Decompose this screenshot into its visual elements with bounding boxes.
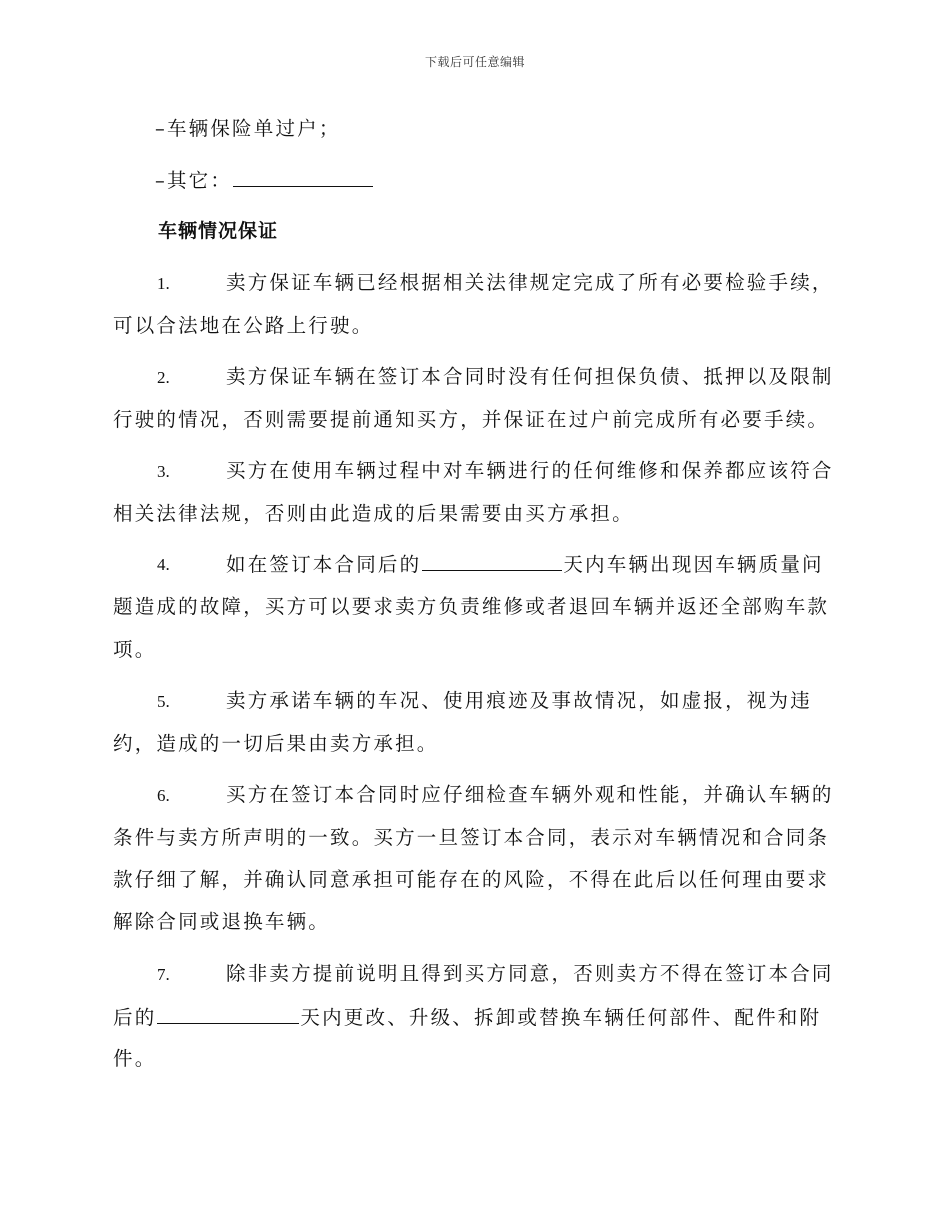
- fill-in-blank-days[interactable]: [422, 550, 562, 571]
- section-title: 车辆情况保证: [158, 220, 279, 242]
- clause-text: [226, 550, 824, 579]
- clause-text: 约，造成的一切后果由卖方承担。: [113, 732, 439, 755]
- clause-text: 相关法律法规，否则由此造成的后果需要由买方承担。: [113, 502, 634, 525]
- clause-text: 买方在签订本合同时应仔细检查车辆外观和性能，并确认车辆的: [226, 783, 834, 806]
- clause-text: [113, 1003, 821, 1032]
- fill-in-blank-days[interactable]: [157, 1003, 299, 1024]
- clause-text: 卖方保证车辆已经根据相关法律规定完成了所有必要检验手续，: [226, 271, 834, 294]
- clause-text: 买方在使用车辆过程中对车辆进行的任何维修和保养都应该符合: [226, 459, 834, 482]
- clause-text-segment: 天内更改、升级、拆卸或替换车辆任何部件、配件和附: [300, 1006, 822, 1029]
- clause-text: 可以合法地在公路上行驶。: [113, 314, 374, 337]
- clause-number: 4.: [157, 555, 170, 574]
- clause-text: 卖方承诺车辆的车况、使用痕迹及事故情况，如虚报，视为违: [226, 689, 812, 712]
- clause-text: 题造成的故障，买方可以要求卖方负责维修或者退回车辆并返还全部购车款: [113, 595, 830, 618]
- clause-text-segment: 如在签订本合同后的: [226, 553, 422, 576]
- clause-text: 项。: [113, 638, 157, 661]
- clause-text: 件。: [113, 1047, 157, 1070]
- clause-number: 5.: [157, 692, 170, 711]
- clause-text: 条件与卖方所声明的一致。买方一旦签订本合同，表示对车辆情况和合同条: [113, 826, 830, 849]
- clause-number: 2.: [157, 368, 170, 387]
- list-item-other: [155, 166, 374, 195]
- fill-in-blank-other[interactable]: [233, 166, 373, 187]
- clause-number: 1.: [157, 274, 170, 293]
- clause-number: 6.: [157, 786, 170, 805]
- clause-number: 7.: [157, 965, 170, 984]
- clause-number: 3.: [157, 462, 170, 481]
- clause-text: 卖方保证车辆在签订本合同时没有任何担保负债、抵押以及限制: [226, 365, 834, 388]
- header-note: 下载后可任意编辑: [424, 55, 525, 69]
- clause-text: 行驶的情况，否则需要提前通知买方，并保证在过户前完成所有必要手续。: [113, 408, 830, 431]
- clause-text: 解除合同或退换车辆。: [113, 910, 331, 933]
- list-item-insurance: –车辆保险单过户；: [155, 117, 341, 140]
- clause-text-segment: 后的: [113, 1006, 157, 1029]
- list-item-other-label: –其它：: [155, 169, 233, 192]
- clause-text: 除非卖方提前说明且得到买方同意，否则卖方不得在签订本合同: [226, 962, 834, 985]
- clause-text-segment: 天内车辆出现因车辆质量问: [563, 553, 824, 576]
- clause-text: 款仔细了解，并确认同意承担可能存在的风险，不得在此后以任何理由要求: [113, 868, 830, 891]
